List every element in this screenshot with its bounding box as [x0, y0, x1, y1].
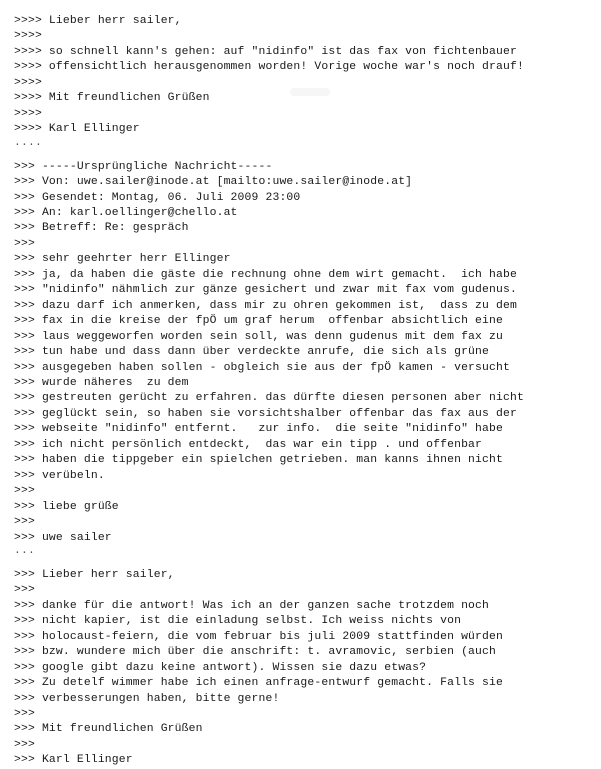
text-line: >>> ja, da haben die gäste die rechnung ohne dem wirt gemacht. ich habe — [14, 268, 517, 281]
text-line: >>> Lieber herr sailer, — [14, 568, 175, 581]
text-line: >>> — [14, 516, 35, 529]
text-line: >>> Karl Ellinger — [14, 754, 133, 767]
text-line: >>> Zu detelf wimmer habe ich einen anfrage-entwurf gemacht. Falls sie — [14, 677, 503, 690]
text-line: >>> google gibt dazu keine antwort). Wissen sie dazu etwas? — [14, 661, 427, 674]
quoted-block-reply-top — [14, 14, 591, 149]
text-line: >>>> Karl Ellinger — [14, 123, 140, 136]
text-line: >>> geglückt sein, so haben sie vorsichtshalber offenbar das fax aus der — [14, 407, 517, 420]
text-line: >>> verübeln. — [14, 469, 105, 482]
text-line: >>> danke für die antwort! Was ich an der ganzen sache trotzdem noch — [14, 599, 490, 612]
text-line: >>> An: karl.oellinger@chello.at — [14, 206, 238, 219]
block-spacer — [14, 149, 591, 160]
text-line: >>> — [14, 738, 35, 751]
text-line: >>> bzw. wundere mich über die anschrift: t. avramovic, serbien (auch — [14, 646, 496, 659]
text-line: >>> "nidinfo" nähmlich zur gänze gesichert und zwar mit fax vom gudenus. — [14, 284, 517, 297]
text-line: >>> Von: uwe.sailer@inode.at [mailto:uwe.sailer@inode.at] — [14, 176, 413, 189]
text-line: >>> — [14, 237, 35, 250]
text-line: >>> liebe grüße — [14, 500, 119, 513]
text-line: >>> dazu darf ich anmerken, dass mir zu ohren gekommen ist, dass zu dem — [14, 299, 517, 312]
text-line: >>> tun habe und dass dann über verdeckte anrufe, die sich als grüne — [14, 346, 490, 359]
text-line: >>>> Mit freundlichen Grüßen — [14, 92, 210, 105]
text-line: >>> uwe sailer — [14, 531, 112, 544]
text-line: >>> nicht kapier, ist die einladung selbst. Ich weiss nichts von — [14, 615, 462, 628]
quoted-block-oellinger-reply — [14, 568, 591, 769]
text-line: >>>> so schnell kann's gehen: auf "nidinfo" ist das fax von fichtenbauer — [14, 45, 517, 58]
text-line: >>> — [14, 584, 35, 597]
text-line: >>> holocaust-feiern, die vom februar bis juli 2009 stattfinden würden — [14, 630, 503, 643]
text-line: >>>> Lieber herr sailer, — [14, 15, 182, 27]
text-line: >>> Betreff: Re: gespräch — [14, 222, 189, 235]
text-line: >>> — [14, 485, 35, 498]
text-line: >>> -----Ursprüngliche Nachricht----- — [14, 160, 273, 173]
text-line: >>> gestreuten gerücht zu erfahren. das dürfte diesen personen aber nicht — [14, 392, 524, 405]
text-line: >>> verbesserungen haben, bitte gerne! — [14, 692, 280, 705]
text-line: >>> sehr geehrter herr Ellinger — [14, 253, 231, 266]
scan-artifact — [290, 88, 330, 96]
text-line: >>> — [14, 708, 35, 721]
scan-dots: .... — [14, 136, 42, 149]
text-line: >>> wurde näheres zu dem — [14, 376, 189, 389]
text-line: >>> Mit freundlichen Grüßen — [14, 723, 203, 736]
text-line: >>> ausgegeben haben sollen - obgleich sie aus der fpÖ kamen - versucht — [14, 361, 510, 374]
text-line: >>> fax in die kreise der fpÖ um graf herum offenbar absichtlich eine — [14, 315, 503, 328]
quoted-block-sailer-body — [14, 252, 591, 557]
quoted-block-original-message-header — [14, 160, 591, 253]
text-line: >>> ich nicht persönlich entdeckt, das war ein tipp . und offenbar — [14, 438, 483, 451]
text-line: >>>> — [14, 76, 42, 89]
scan-dots: ... — [14, 544, 35, 557]
text-line: >>> haben die tippgeber ein spielchen getrieben. man kanns ihnen nicht — [14, 454, 503, 467]
block-spacer — [14, 557, 591, 568]
text-line: >>> Gesendet: Montag, 06. Juli 2009 23:00 — [14, 191, 301, 204]
text-line: >>> laus weggeworfen worden sein soll, was denn gudenus mit dem fax zu — [14, 330, 503, 343]
text-line: >>> webseite "nidinfo" entfernt. zur info. die seite "nidinfo" habe — [14, 423, 503, 436]
text-line: >>>> offensichtlich herausgenommen worden! Vorige woche war's noch drauf! — [14, 61, 524, 74]
text-line: >>>> — [14, 107, 42, 120]
text-line: >>>> — [14, 30, 42, 43]
